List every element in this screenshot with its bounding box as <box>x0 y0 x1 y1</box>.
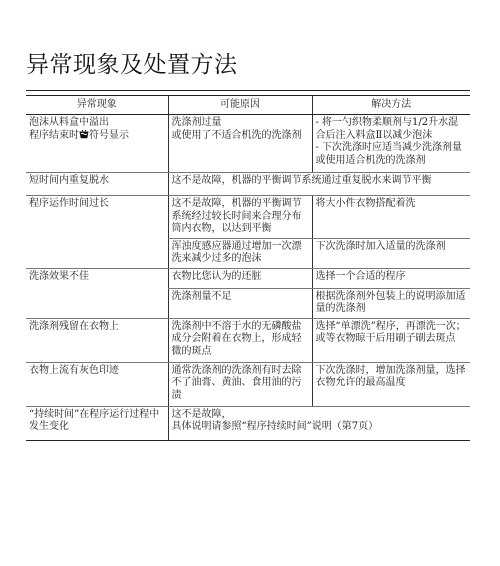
header-symptom: 异常现象 <box>26 96 168 115</box>
cause-cell: 浑浊度感应器通过增加一次漂洗来减少过多的泡沫 <box>168 238 312 268</box>
cause-cell: 洗涤剂量不足 <box>168 288 312 318</box>
solution-cell: 根据洗涤剂外包装上的说明添加适量的洗涤剂 <box>312 288 470 318</box>
page-title: 异常现象及处置方法 <box>26 52 238 78</box>
merged-cell: 这不是故障，机器的平衡调节系统通过重复脱水来调节平衡 <box>168 173 470 196</box>
troubleshooting-table <box>26 95 470 441</box>
symptom-cell <box>26 115 168 173</box>
table-row <box>26 362 470 406</box>
cause-cell: 洗涤剂中不溶于水的无磷酸盐成分会附着在衣物上，形成轻微的斑点 <box>168 318 312 362</box>
symptom-line: 程序结束时 <box>29 129 79 141</box>
table-row <box>26 196 470 239</box>
solution-cell: 将大小件衣物搭配着洗 <box>312 196 470 239</box>
cause-cell: 洗涤剂过量 或使用了不适合机洗的洗涤剂 <box>168 115 312 173</box>
symptom-line: 泡沫从料盒中溢出 <box>29 117 109 128</box>
symptom-cell: “持续时间”在程序运行过程中发生变化 <box>26 406 168 440</box>
table-row <box>26 173 470 196</box>
table-row <box>26 268 470 288</box>
symptom-cell: 衣物上流有灰色印迹 <box>26 362 168 406</box>
cause-cell: 衣物比您认为的还脏 <box>168 268 312 288</box>
table-header-row <box>26 96 470 115</box>
symptom-cell: 程序运作时间过长 <box>26 196 168 269</box>
cause-cell: 通常洗涤剂的洗涤剂有时去除不了油膏、黄油、食用油的污渍 <box>168 362 312 406</box>
solution-cell: 下次洗涤时，增加洗涤剂量，选择衣物允许的最高温度 <box>312 362 470 406</box>
symptom-cell: 洗涤剂残留在衣物上 <box>26 318 168 362</box>
solution-cell: 下次洗涤时加入适量的洗涤剂 <box>312 238 470 268</box>
table-row <box>26 115 470 173</box>
symptom-cell: 洗涤效果不佳 <box>26 268 168 318</box>
symptom-line: 符号显示 <box>89 129 129 141</box>
solution-cell: 选择一个合适的程序 <box>312 268 470 288</box>
symptom-cell: 短时间内重复脱水 <box>26 173 168 196</box>
cause-cell: 这不是故障，机器的平衡调节系统经过较长时间来合理分布筒内衣物，以达到平衡 <box>168 196 312 239</box>
solution-cell: - 将一勺织物柔顺剂与1/2升水混合后注入料盒Ⅱ以减少泡沫 - 下次洗涤时应适当减少洗涤剂量或使用适合机洗的洗涤剂 <box>312 115 470 173</box>
merged-cell: 这不是故障， 具体说明请参照“程序持续时间”说明（第7页） <box>168 406 470 440</box>
header-solution: 解决方法 <box>312 96 470 115</box>
solution-cell: 选择“单漂洗”程序，再漂洗一次；或等衣物晾干后用刷子刷去斑点 <box>312 318 470 362</box>
title-rule <box>26 90 470 91</box>
table-row <box>26 406 470 440</box>
table-row <box>26 318 470 362</box>
header-cause: 可能原因 <box>168 96 312 115</box>
washing-tub-icon <box>79 130 89 139</box>
